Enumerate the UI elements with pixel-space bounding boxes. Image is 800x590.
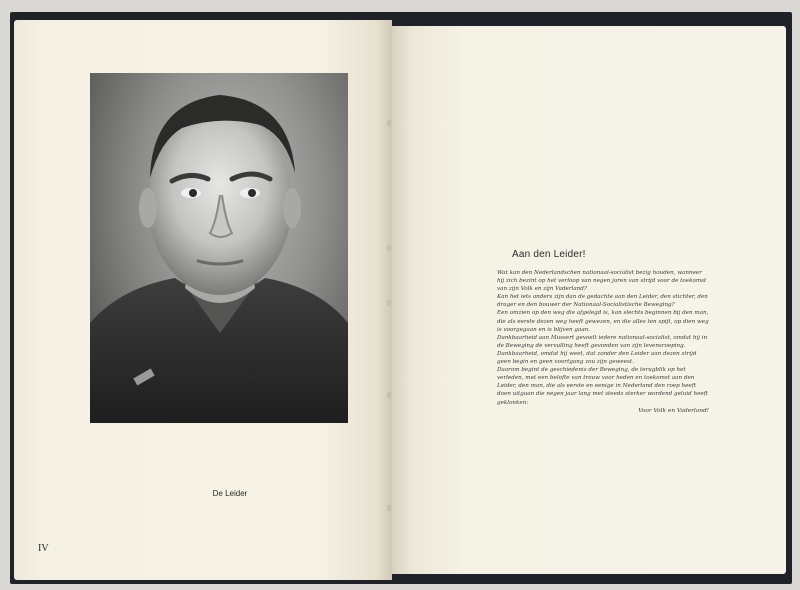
dedication-paragraph: Wat kan den Nederlandschen nationaal-socialist bezig houden, wanneer hij zich bezint op het verloop van negen jaren van strijd voor de toekomst van zijn Volk en zijn Vaderland? (497, 270, 707, 293)
portrait-caption: De Leider (212, 489, 248, 498)
binding-stitch (387, 505, 391, 511)
dedication-paragraph: Daarom begint de geschiedenis der Beweging, de terugblik op het verleden, met een belofte van trouw voor heden en toekomst aan den Leider, den man, die als eerste en eenige in Nederland den roep heeft doen uitgaan die negen jaar lang met steeds sterker wordend geluid heeft geklonken: (497, 367, 709, 406)
dedication-paragraph: Kan het iets anders zijn dan de gedachte aan den Leider, den stichter, den drager en den bouwer der Nationaal-Socialistische Beweging? (497, 294, 708, 309)
binding-stitch (387, 300, 391, 306)
portrait-drawing (90, 73, 348, 423)
binding-stitch (387, 392, 391, 398)
dedication-paragraph: Dankbaarheid aan Mussert gevoelt iedere nationaal-socialist, omdat hij in de Beweging de vervulling heeft gevonden van zijn levensroeping. (497, 334, 708, 349)
dedication-heading: Aan den Leider! (512, 249, 586, 260)
binding-stitch (387, 120, 391, 126)
dedication-paragraph: Dankbaarheid, omdat hij weet, dat zonder den Leider aan dezen strijd geen begin en geen voortgang zou zijn geweest. (497, 350, 697, 366)
dedication-paragraph: Een omzien op den weg die afgelegd is, kan slechts beginnen bij den man, die als eerste dezen weg heeft gewezen, en die alles ten spijt, op dien weg is voorgegaan en is blijven gaan. (497, 310, 709, 333)
dedication-closing: Voor Volk en Vaderland! (638, 407, 709, 414)
portrait-image (90, 73, 348, 423)
dedication-text (497, 249, 709, 415)
page-number: IV (38, 543, 49, 554)
binding-stitch (387, 245, 391, 251)
